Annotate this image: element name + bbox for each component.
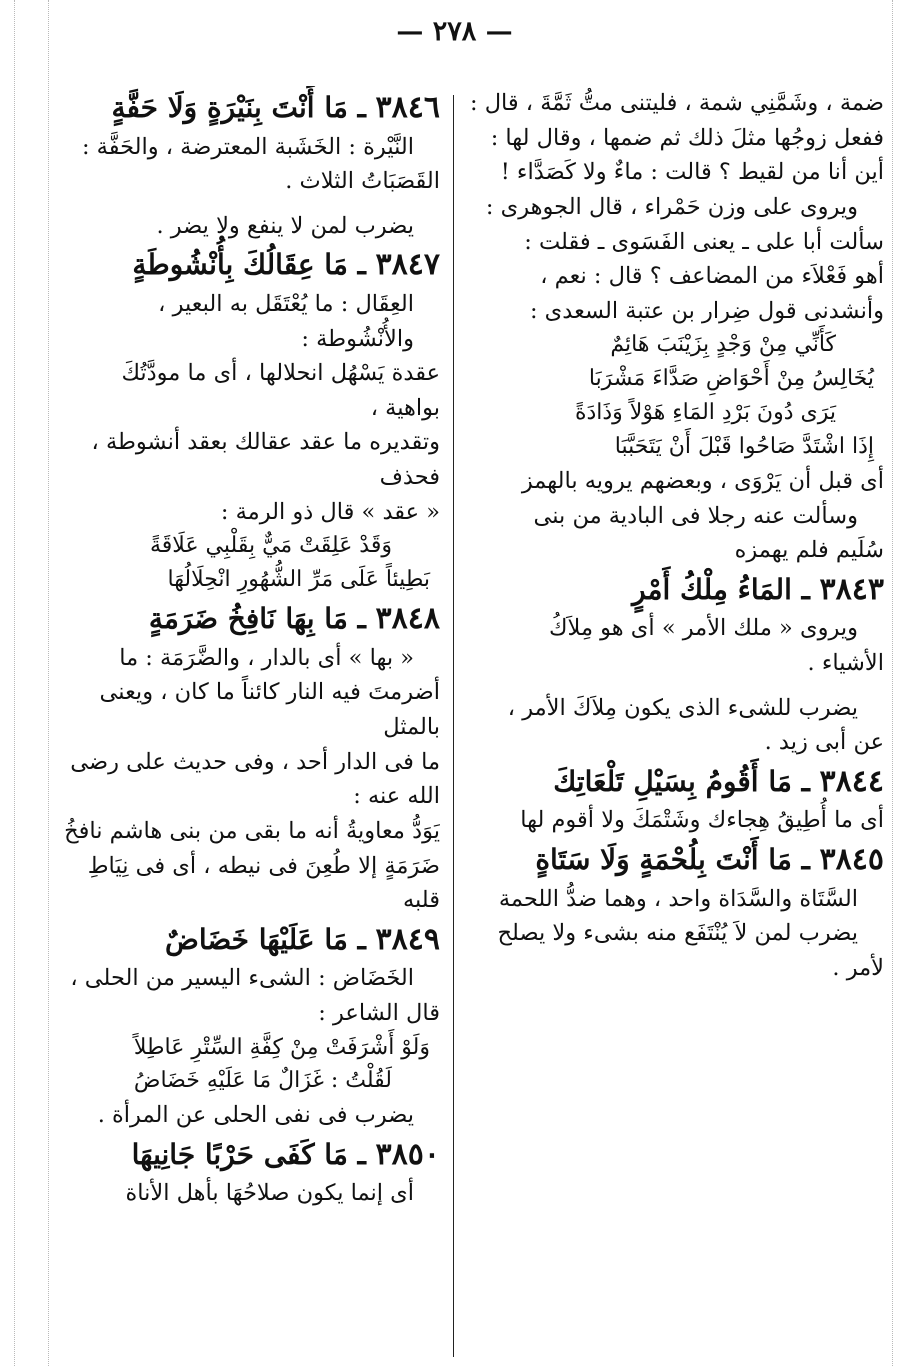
proverb-title: ـ مَا كَفَى حَرْبًا جَانِيهَا	[131, 1137, 366, 1171]
proverb-title: ـ مَا أَنْتَ بِنَيْرَةٍ وَلَا حَفَّةٍ	[111, 91, 366, 124]
text-line: يَوَدُّ معاويةُ أنه ما بقى من بنى هاشم نافخُ	[64, 817, 440, 844]
text-line: وتقديره ما عقد عقالك بعقد أنشوطة ، فحذف	[91, 429, 440, 491]
left-column	[62, 86, 440, 1361]
proverb-number: ٣٨٤٤	[819, 763, 884, 799]
proverb-number: ٣٨٤٨	[375, 601, 440, 637]
text-line: أهو فَعْلاَء من المضاعف ؟ قال : نعم ،	[540, 263, 884, 290]
text-line: القَصَبَاتُ الثلاث .	[285, 168, 440, 195]
proverb-heading	[62, 243, 440, 287]
text-line: أين أنا من لقيط ؟ قالت : ماءٌ ولا كَصَدَّاء !	[500, 159, 884, 186]
verse-line: يَرَى دُونَ بَرْدِ المَاءِ هَوْلاً وَذَادَةً	[574, 400, 836, 426]
proverb-title: ـ مَا عَلَيْهَا خَضَاضٌ	[164, 922, 366, 956]
text-line: قال الشاعر :	[318, 999, 440, 1026]
scan-noise-line	[892, 0, 893, 1366]
proverb-title: ـ مَا أَقُومُ بِسَيْلِ تَلْعَاتِكَ	[553, 764, 810, 798]
text-line: أضرمتَ فيه النار كائناً ما كان ، ويعنى بالمثل	[99, 679, 440, 740]
usage-line: يضرب لمن لاَ يُنْتَفَع منه بشىء ولا يصلح	[497, 920, 858, 947]
text-line: العِقَال : ما يُعْتَقَل به البعير ، والأُنْشُوطة :	[158, 290, 414, 352]
proverb-title: ـ مَا عِقَالُكَ بِأُنْشُوطَةٍ	[132, 248, 366, 282]
scan-noise-line	[14, 0, 15, 1366]
text-line: سُلَيم فلم يهمزه	[734, 537, 884, 564]
text-line: ضَرَمَةٍ إلا طُعِنَ فى نيطه ، أى فى نِيَاطِ قلبه	[87, 852, 440, 914]
proverb-heading	[62, 918, 440, 962]
text-line: أى قبل أن يَرْوَى ، وبعضهم يرويه بالهمز	[521, 467, 884, 494]
verse-line: يُخَالِسُ مِنْ أَحْوَاضِ صَدَّاءَ مَشْرَبَا	[588, 366, 874, 392]
text-line: ويروى على وزن حَمْراء ، قال الجوهرى :	[485, 193, 858, 220]
text-line: أى ما أُطِيقُ هِجاءك وشَتْمَكَ ولا أقوم لها	[520, 807, 884, 834]
right-column	[466, 86, 884, 1361]
text-line: عقدة يَسْهُل انحلالها ، أى ما مودَّتُكَ بواهية ،	[121, 360, 440, 421]
verse-line: لَقُلْتُ : غَزَالٌ مَا عَلَيْهِ خَضَاضُ	[133, 1068, 392, 1094]
text-line: « عقد » قال ذو الرمة :	[220, 498, 440, 525]
text-line: الأشياء .	[807, 650, 884, 677]
verse-line: كَأَنِّي مِنْ وَجْدٍ بِزَيْنَبَ هَائِمٌ	[610, 332, 836, 358]
text-line: وأنشدنى قول ضِرار بن عتبة السعدى :	[529, 297, 884, 324]
text-line: السَّتَاة والسَّدَاة واحد ، وهما ضدُّ اللحمة	[498, 885, 858, 912]
page-number: — ٢٧٨ —	[396, 16, 513, 47]
usage-line: يضرب لمن لا ينفع ولا يضر .	[156, 212, 414, 239]
proverb-heading	[62, 1133, 440, 1177]
proverb-number: ٣٨٤٧	[375, 247, 440, 283]
usage-line: عن أبى زيد .	[764, 729, 884, 756]
text-line: الخَضَاض : الشىء اليسير من الحلى ،	[70, 965, 414, 992]
text-line: ما فى الدار أحد ، وفى حديث على رضى الله عنه :	[70, 748, 440, 810]
proverb-number: ٣٨٤٦	[375, 90, 440, 125]
verse-line: بَطِيئاً عَلَى مَرِّ الشُّهُورِ انْحِلَالُهَا	[167, 567, 430, 593]
text-line: أى إنما يكون صلاحُهَا بأهل الأناة	[125, 1180, 414, 1207]
verse-line: وَلَوْ أَشْرَفَتْ مِنْ كِفَّةِ السِّتْرِ عَاطِلاً	[133, 1034, 430, 1060]
text-line: سألت أبا على ـ يعنى الفَسَوى ـ فقلت :	[524, 228, 884, 255]
usage-line: لأمر .	[832, 954, 884, 981]
text-line: ويروى « ملك الأمر » أى هو مِلاَكُ	[548, 615, 858, 642]
text-line: « بها » أى بالدار ، والضَّرَمَة : ما	[119, 644, 414, 671]
proverb-heading	[62, 86, 440, 130]
proverb-number: ٣٨٤٥	[819, 842, 884, 878]
usage-line: يضرب فى نفى الحلى عن المرأة .	[97, 1102, 414, 1129]
proverb-heading	[466, 568, 884, 612]
proverb-heading	[466, 760, 884, 804]
column-divider	[453, 95, 454, 1357]
verse-line: إِذَا اشْتَدَّ صَاحُوا قَبْلَ أَنْ يَتَحَبَّبَا	[614, 434, 874, 460]
text-line: النَّيْرة : الخَشَبة المعترضة ، والحَفَّة :	[81, 133, 414, 160]
text-line: ففعل زوجُها مثلَ ذلك ثم ضمها ، وقال لها :	[490, 124, 884, 151]
proverb-number: ٣٨٤٩	[375, 921, 440, 957]
proverb-number: ٣٨٤٣	[819, 571, 884, 607]
proverb-title: ـ مَا بِهَا نَافِخُ ضَرَمَةٍ	[148, 602, 366, 636]
proverb-heading	[466, 838, 884, 882]
text-line: ضمة ، وشَمَّنِي شمة ، فليتنى متُّ ثَمَّةَ ، قال :	[469, 90, 884, 116]
proverb-title: ـ مَا أَنْتَ بِلُحْمَةٍ وَلَا سَتَاةٍ	[535, 843, 810, 877]
proverb-title: ـ المَاءُ مِلْكُ أَمْرٍ	[632, 572, 810, 606]
scan-noise-line	[48, 0, 49, 1366]
proverb-heading	[62, 597, 440, 641]
proverb-number: ٣٨٥٠	[375, 1136, 440, 1172]
text-line: وسألت عنه رجلا فى البادية من بنى	[533, 502, 858, 529]
verse-line: وَقَدْ عَلِقَتْ مَيٌّ بِقَلْبِي عَلَاقَةً	[150, 533, 392, 559]
usage-line: يضرب للشىء الذى يكون مِلاَكَ الأمر ،	[507, 694, 858, 721]
